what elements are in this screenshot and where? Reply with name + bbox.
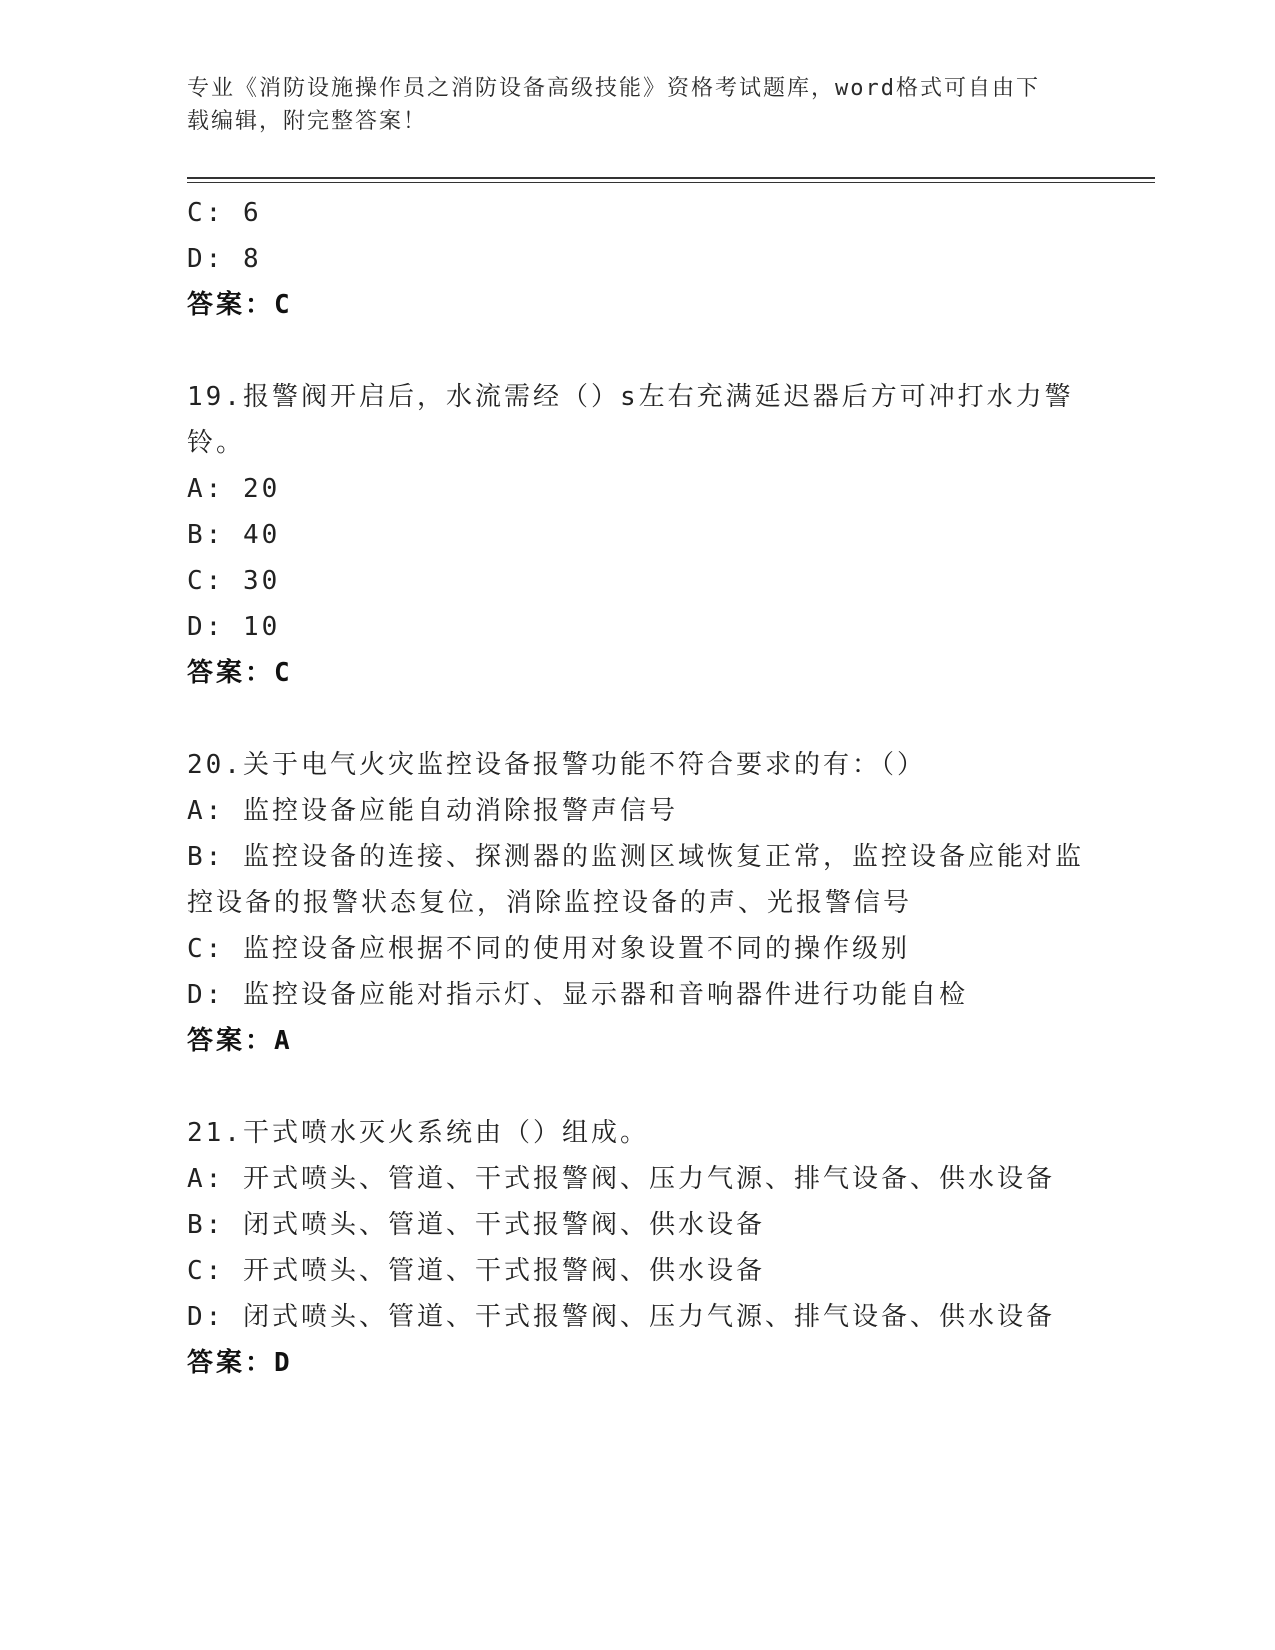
option-d: D: 10 [187, 612, 281, 642]
option-b: B: 40 [187, 520, 281, 550]
option-a: A: 监控设备应能自动消除报警声信号 [187, 796, 678, 826]
question-list [187, 190, 1087, 1386]
question-stem: 20.关于电气火灾监控设备报警功能不符合要求的有：（） [187, 750, 926, 780]
question-block-21 [187, 1110, 1087, 1386]
header-line-2: 载编辑，附完整答案！ [187, 109, 428, 134]
question-stem-continued: 铃。 [187, 428, 246, 458]
option-a: A: 开式喷头、管道、干式报警阀、压力气源、排气设备、供水设备 [187, 1164, 1055, 1194]
option-c: C: 6 [187, 198, 262, 228]
option-c: C: 30 [187, 566, 281, 596]
option-c: C: 监控设备应根据不同的使用对象设置不同的操作级别 [187, 934, 910, 964]
answer-label: 答案：A [187, 1026, 293, 1056]
spacer [187, 696, 1087, 742]
spacer [187, 328, 1087, 374]
spacer [187, 1064, 1087, 1110]
option-b-continued: 控设备的报警状态复位，消除监控设备的声、光报警信号 [187, 888, 913, 918]
answer-label: 答案：C [187, 290, 293, 320]
document-header [187, 72, 1067, 138]
option-d: D: 8 [187, 244, 262, 274]
option-d: D: 闭式喷头、管道、干式报警阀、压力气源、排气设备、供水设备 [187, 1302, 1055, 1332]
question-block-19 [187, 374, 1087, 696]
option-d: D: 监控设备应能对指示灯、显示器和音响器件进行功能自检 [187, 980, 968, 1010]
answer-label: 答案：D [187, 1348, 293, 1378]
question-block-20 [187, 742, 1087, 1064]
question-block-18 [187, 190, 1087, 328]
header-divider-thick [187, 177, 1155, 179]
option-c: C: 开式喷头、管道、干式报警阀、供水设备 [187, 1256, 765, 1286]
question-stem: 19.报警阀开启后，水流需经（）s左右充满延迟器后方可冲打水力警 [187, 382, 1074, 412]
question-stem: 21.干式喷水灭火系统由（）组成。 [187, 1118, 649, 1148]
option-b: B: 监控设备的连接、探测器的监测区域恢复正常，监控设备应能对监 [187, 842, 1084, 872]
header-line-1: 专业《消防设施操作员之消防设备高级技能》资格考试题库，word格式可自由下 [187, 76, 1040, 101]
answer-label: 答案：C [187, 658, 293, 688]
header-divider-thin [187, 182, 1155, 183]
option-b: B: 闭式喷头、管道、干式报警阀、供水设备 [187, 1210, 765, 1240]
option-a: A: 20 [187, 474, 281, 504]
